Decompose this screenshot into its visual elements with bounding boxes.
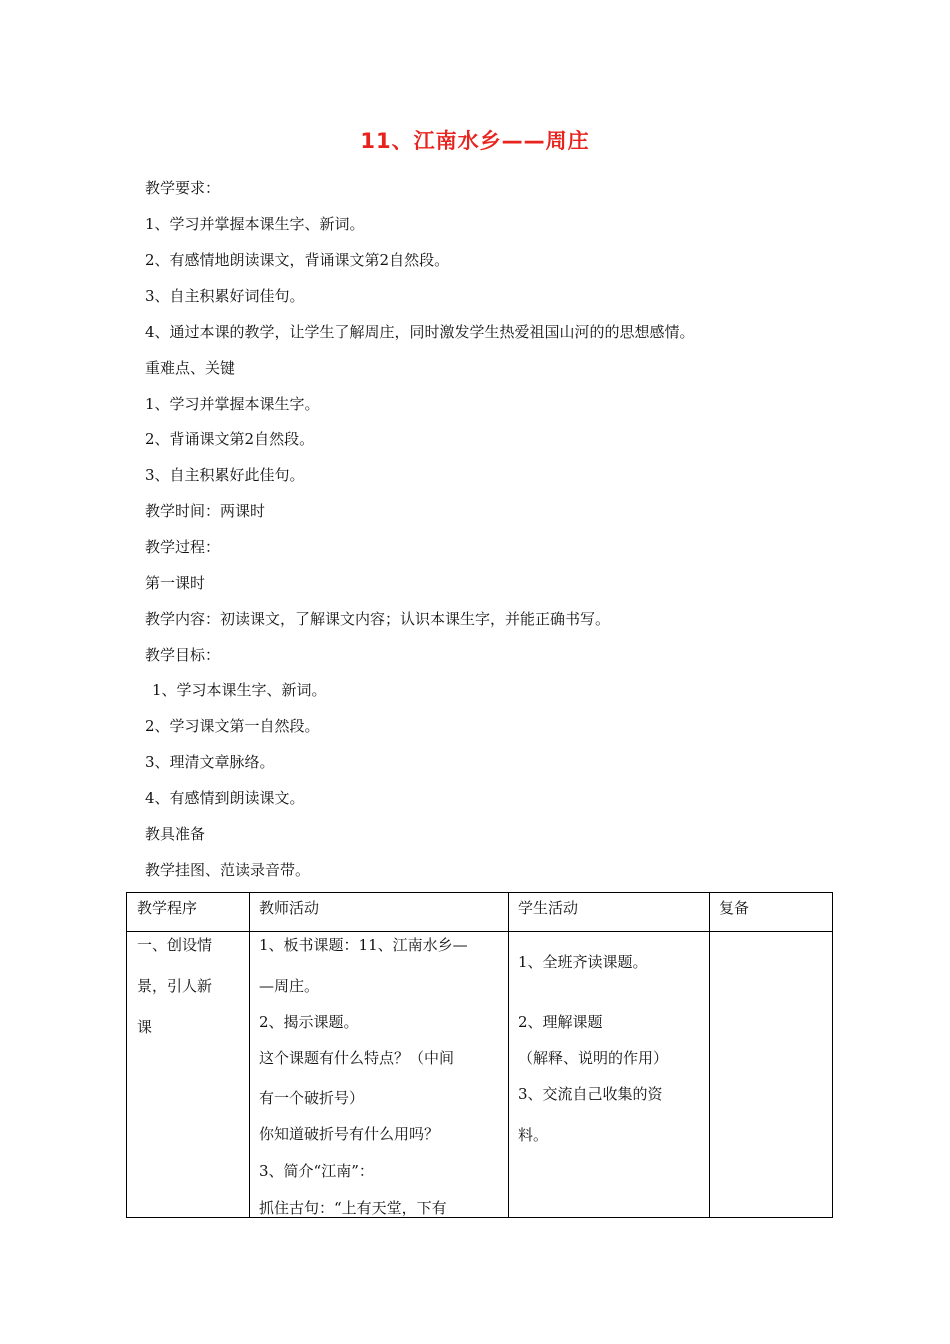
table-header-teacher-activity: 教师活动 xyxy=(259,899,320,917)
table-divider xyxy=(127,931,832,932)
text-line: 4、通过本课的教学，让学生了解周庄，同时激发学生热爱祖国山河的的思想感情。 xyxy=(145,323,695,341)
text-line: 教学过程： xyxy=(145,538,221,556)
cell-line: —周庄。 xyxy=(259,977,320,995)
cell-line: 抓住古句：“上有天堂，下有 xyxy=(259,1199,447,1217)
text-line: 1、学习并掌握本课生字。 xyxy=(145,395,320,413)
text-line: 教学时间：两课时 xyxy=(145,502,266,520)
text-line: 教学内容：初读课文，了解课文内容；认识本课生字，并能正确书写。 xyxy=(145,610,611,628)
cell-line: （解释、说明的作用） xyxy=(518,1049,669,1067)
cell-line: 一、创设情 xyxy=(137,936,213,954)
text-line: 1、学习本课生字、新词。 xyxy=(152,681,327,699)
table-divider xyxy=(508,893,509,1217)
text-line: 教学目标： xyxy=(145,646,221,664)
text-line: 3、理清文章脉络。 xyxy=(145,753,275,771)
table-divider xyxy=(709,893,710,1217)
text-line: 3、自主积累好此佳句。 xyxy=(145,466,305,484)
cell-line: 这个课题有什么特点？（中间 xyxy=(259,1049,455,1067)
cell-line: 景，引人新 xyxy=(137,977,213,995)
cell-line: 有一个破折号） xyxy=(259,1089,365,1107)
cell-line: 你知道破折号有什么用吗？ xyxy=(259,1125,440,1143)
cell-line: 3、简介“江南”： xyxy=(259,1162,374,1180)
text-line: 1、学习并掌握本课生字、新词。 xyxy=(145,215,365,233)
text-line: 4、有感情到朗读课文。 xyxy=(145,789,305,807)
table-header-review: 复备 xyxy=(719,899,750,917)
cell-line: 料。 xyxy=(518,1126,549,1144)
cell-line: 2、理解课题 xyxy=(518,1013,603,1031)
cell-line: 2、揭示课题。 xyxy=(259,1013,359,1031)
text-line: 教学挂图、范读录音带。 xyxy=(145,861,311,879)
table-header-student-activity: 学生活动 xyxy=(518,899,579,917)
table-divider xyxy=(249,893,250,1217)
text-line: 教具准备 xyxy=(145,825,206,843)
cell-line: 1、板书课题：11、江南水乡— xyxy=(259,936,468,954)
lesson-table xyxy=(126,892,833,1218)
text-line: 2、有感情地朗读课文，背诵课文第2自然段。 xyxy=(145,251,450,269)
text-line: 2、背诵课文第2自然段。 xyxy=(145,430,315,448)
text-line: 重难点、关键 xyxy=(145,359,236,377)
cell-line: 3、交流自己收集的资 xyxy=(518,1085,663,1103)
cell-line: 1、全班齐读课题。 xyxy=(518,953,648,971)
text-line: 教学要求： xyxy=(145,179,221,197)
cell-line: 课 xyxy=(137,1018,153,1036)
document-title: 11、江南水乡——周庄 xyxy=(360,129,590,153)
table-header-procedure: 教学程序 xyxy=(137,899,198,917)
text-line: 2、学习课文第一自然段。 xyxy=(145,717,320,735)
text-line: 3、自主积累好词佳句。 xyxy=(145,287,305,305)
text-line: 第一课时 xyxy=(145,574,206,592)
